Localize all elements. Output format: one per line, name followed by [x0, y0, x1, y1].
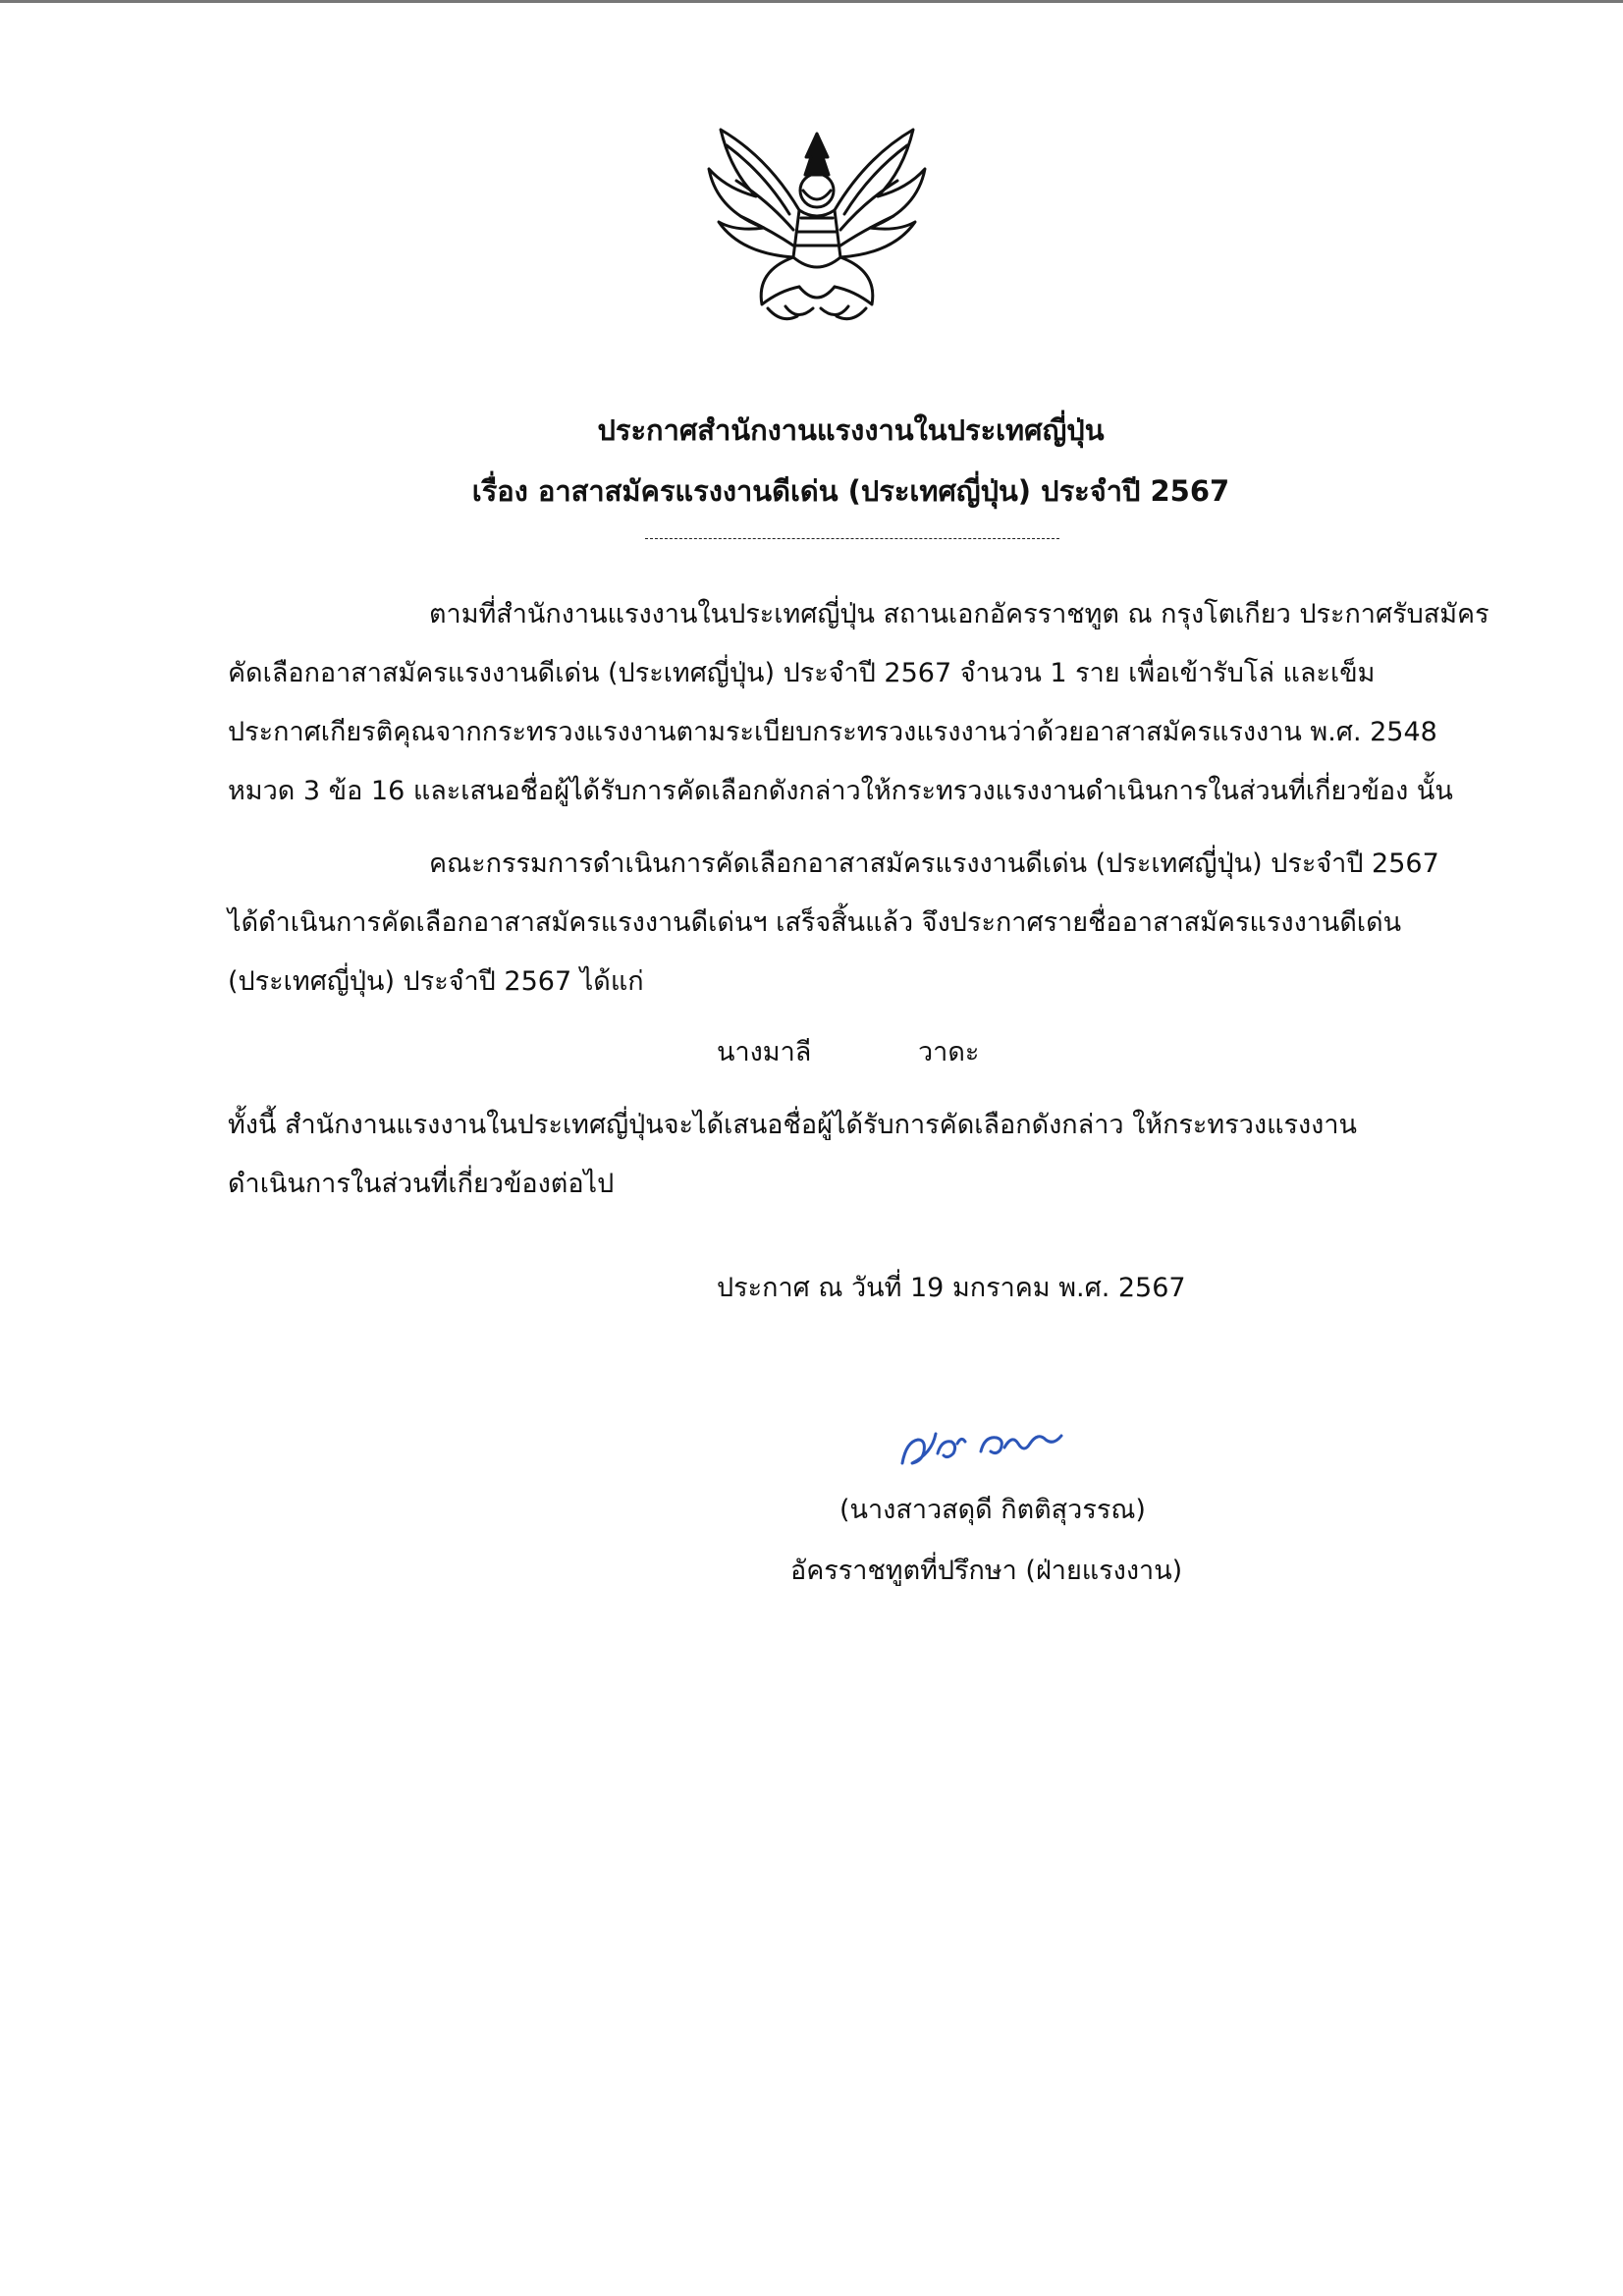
issue-date: ประกาศ ณ วันที่ 19 มกราคม พ.ศ. 2567 [717, 1273, 1186, 1303]
garuda-emblem-icon [699, 116, 935, 334]
signatory-name: (นางสาวสดุดี กิตติสุวรรณ) [839, 1495, 1146, 1525]
paragraph1-line2: คัดเลือกอาสาสมัครแรงงานดีเด่น (ประเทศญี่ปุ่น) ประจำปี 2567 จำนวน 1 ราย เพื่อเข้ารับโล่ และเข็ม [228, 658, 1376, 688]
paragraph2-line3: (ประเทศญี่ปุ่น) ประจำปี 2567 ได้แก่ [228, 966, 644, 997]
title-divider [645, 538, 1059, 539]
paragraph1-line4: หมวด 3 ข้อ 16 และเสนอชื่อผู้ได้รับการคัดเลือกดังกล่าวให้กระทรวงแรงงานดำเนินการในส่วนที่เกี่ยวข้อง นั้น [228, 776, 1453, 806]
paragraph1-line3: ประกาศเกียรติคุณจากกระทรวงแรงงานตามระเบียบกระทรวงแรงงานว่าด้วยอาสาสมัครแรงงาน พ.ศ. 2548 [228, 717, 1437, 747]
handwritten-signature [889, 1406, 1065, 1485]
awardee-last-name: วาดะ [918, 1037, 980, 1067]
paragraph2-line1: คณะกรรมการดำเนินการคัดเลือกอาสาสมัครแรงงานดีเด่น (ประเทศญี่ปุ่น) ประจำปี 2567 [429, 848, 1439, 879]
paragraph2-line2: ได้ดำเนินการคัดเลือกอาสาสมัครแรงงานดีเด่นฯ เสร็จสิ้นแล้ว จึงประกาศรายชื่ออาสาสมัครแรงงานดีเด่น [228, 907, 1402, 938]
paragraph1-line1: ตามที่สำนักงานแรงงานในประเทศญี่ปุ่น สถานเอกอัครราชทูต ณ กรุงโตเกียว ประกาศรับสมัคร [429, 599, 1489, 629]
announcement-subject: เรื่อง อาสาสมัครแรงงานดีเด่น (ประเทศญี่ปุ่น) ประจำปี 2567 [471, 474, 1230, 508]
announcement-title: ประกาศสำนักงานแรงงานในประเทศญี่ปุ่น [597, 413, 1105, 447]
scan-edge [0, 0, 1623, 3]
awardee-first-name: นางมาลี [717, 1037, 812, 1067]
paragraph3-line2: ดำเนินการในส่วนที่เกี่ยวข้องต่อไป [228, 1169, 615, 1199]
paragraph3-line1: ทั้งนี้ สำนักงานแรงงานในประเทศญี่ปุ่นจะได้เสนอชื่อผู้ได้รับการคัดเลือกดังกล่าว ให้กระทรวงแรงงาน [228, 1110, 1357, 1140]
signatory-position: อัครราชทูตที่ปรึกษา (ฝ่ายแรงงาน) [790, 1556, 1183, 1586]
